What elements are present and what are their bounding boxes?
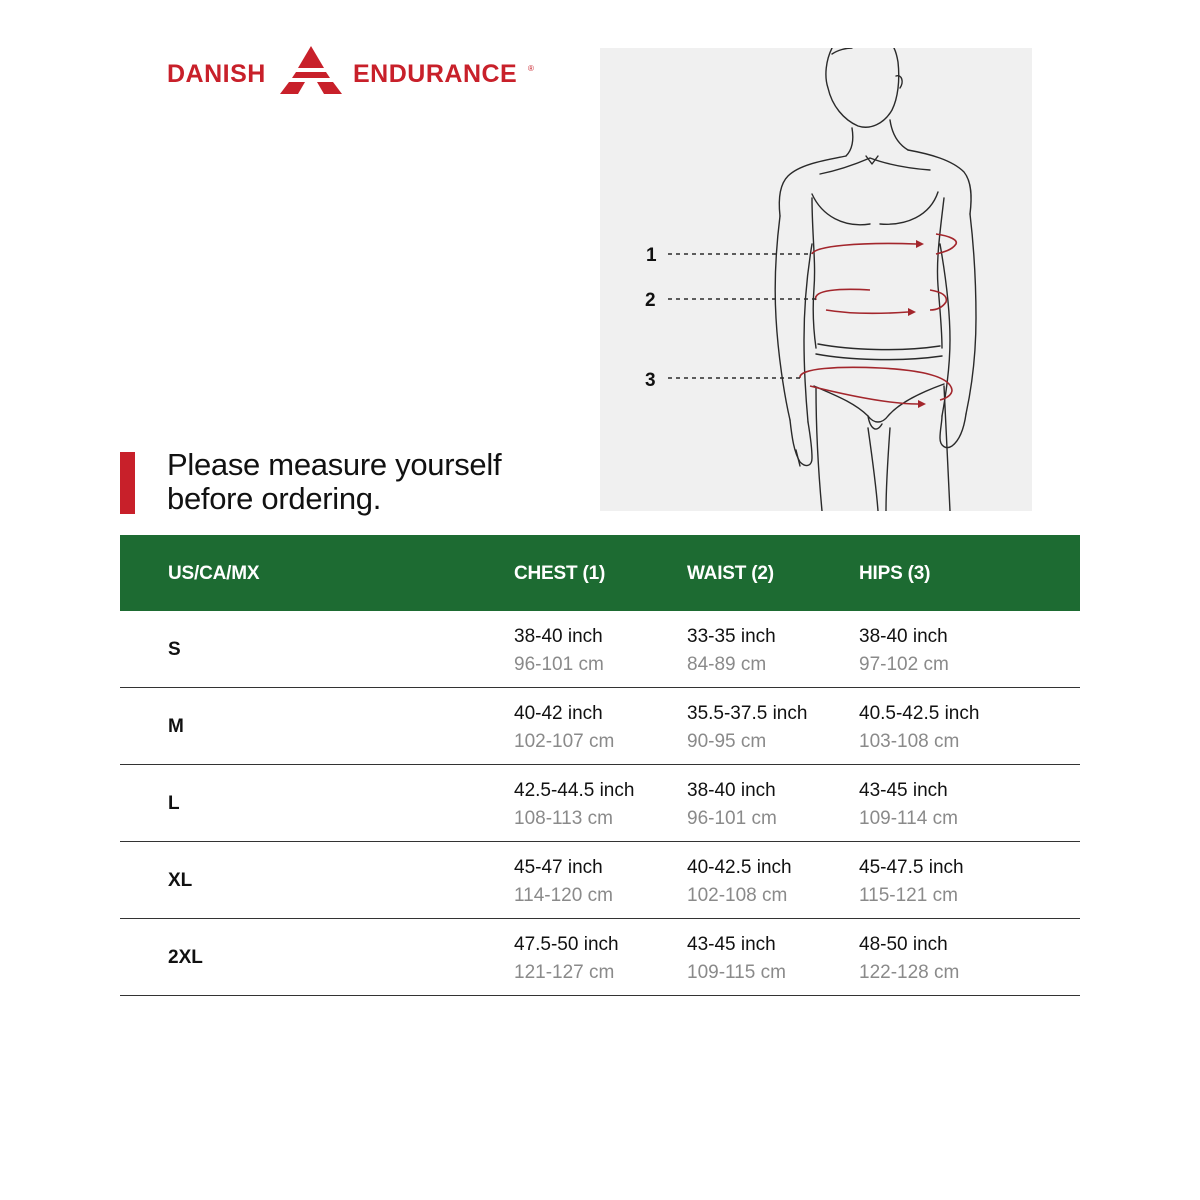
- chest-cm: 108-113 cm: [514, 808, 613, 829]
- chest-cm: 121-127 cm: [514, 962, 615, 983]
- body-outline-illustration: [600, 48, 1032, 511]
- size-label: L: [168, 793, 180, 814]
- chest-inch: 38-40 inch: [514, 626, 603, 647]
- chest-cm: 102-107 cm: [514, 731, 615, 752]
- table-row: [120, 842, 1080, 919]
- chest-inch: 42.5-44.5 inch: [514, 780, 635, 801]
- header-waist: WAIST (2): [687, 563, 774, 584]
- waist-inch: 40-42.5 inch: [687, 857, 792, 878]
- waist-cm: 102-108 cm: [687, 885, 788, 906]
- hips-cell: [859, 623, 949, 679]
- size-label: XL: [168, 870, 193, 891]
- hips-cm: 103-108 cm: [859, 731, 960, 752]
- page-heading: [167, 448, 587, 516]
- marker-hips: 3: [645, 370, 656, 391]
- chest-cell: [514, 931, 619, 987]
- hips-cell: [859, 777, 958, 833]
- waist-cell: [687, 931, 786, 987]
- waist-cm: 90-95 cm: [687, 731, 767, 752]
- registered-mark: ®: [528, 64, 534, 73]
- header-chest: CHEST (1): [514, 563, 606, 584]
- heading-accent-bar: [120, 452, 135, 514]
- waist-inch: 38-40 inch: [687, 780, 776, 801]
- waist-cell: [687, 700, 807, 756]
- chest-inch: 40-42 inch: [514, 703, 603, 724]
- header-size: US/CA/MX: [168, 563, 260, 584]
- hips-cm: 109-114 cm: [859, 808, 958, 829]
- chest-cm: 96-101 cm: [514, 654, 604, 675]
- mountain-logo-icon: [274, 44, 348, 98]
- marker-waist: 2: [645, 290, 656, 311]
- chest-inch: 47.5-50 inch: [514, 934, 619, 955]
- brand-name-right: ENDURANCE: [353, 60, 518, 88]
- waist-cell: [687, 854, 792, 910]
- hips-cell: [859, 931, 959, 987]
- waist-cm: 109-115 cm: [687, 962, 786, 983]
- hips-cm: 122-128 cm: [859, 962, 960, 983]
- waist-cm: 84-89 cm: [687, 654, 767, 675]
- marker-chest: 1: [646, 245, 657, 266]
- hips-cm: 97-102 cm: [859, 654, 949, 675]
- chest-cm: 114-120 cm: [514, 885, 613, 906]
- chest-inch: 45-47 inch: [514, 857, 603, 878]
- waist-cell: [687, 777, 777, 833]
- hips-inch: 38-40 inch: [859, 626, 948, 647]
- waist-inch: 35.5-37.5 inch: [687, 703, 808, 724]
- waist-cell: [687, 623, 776, 679]
- hips-cell: [859, 700, 979, 756]
- waist-inch: 43-45 inch: [687, 934, 776, 955]
- header-hips: HIPS (3): [859, 563, 931, 584]
- hips-inch: 43-45 inch: [859, 780, 948, 801]
- chest-cell: [514, 854, 613, 910]
- waist-cm: 96-101 cm: [687, 808, 777, 829]
- measurement-figure: [600, 48, 1032, 511]
- size-label: 2XL: [168, 947, 203, 968]
- size-chart-table: [120, 535, 1080, 996]
- chest-cell: [514, 623, 604, 679]
- table-row: [120, 919, 1080, 996]
- hips-cell: [859, 854, 964, 910]
- table-header: [120, 535, 1080, 611]
- heading-line-1: Please measure yourself: [167, 447, 502, 482]
- size-label: M: [168, 716, 184, 737]
- table-row: [120, 765, 1080, 842]
- chest-cell: [514, 700, 614, 756]
- size-label: S: [168, 639, 181, 660]
- hips-inch: 40.5-42.5 inch: [859, 703, 980, 724]
- chest-cell: [514, 777, 634, 833]
- table-row: [120, 688, 1080, 765]
- hips-cm: 115-121 cm: [859, 885, 958, 906]
- hips-inch: 45-47.5 inch: [859, 857, 964, 878]
- brand-logo: [166, 44, 536, 100]
- table-row: [120, 611, 1080, 688]
- brand-name-left: DANISH: [167, 60, 266, 88]
- waist-inch: 33-35 inch: [687, 626, 776, 647]
- hips-inch: 48-50 inch: [859, 934, 948, 955]
- heading-line-2: before ordering.: [167, 481, 382, 516]
